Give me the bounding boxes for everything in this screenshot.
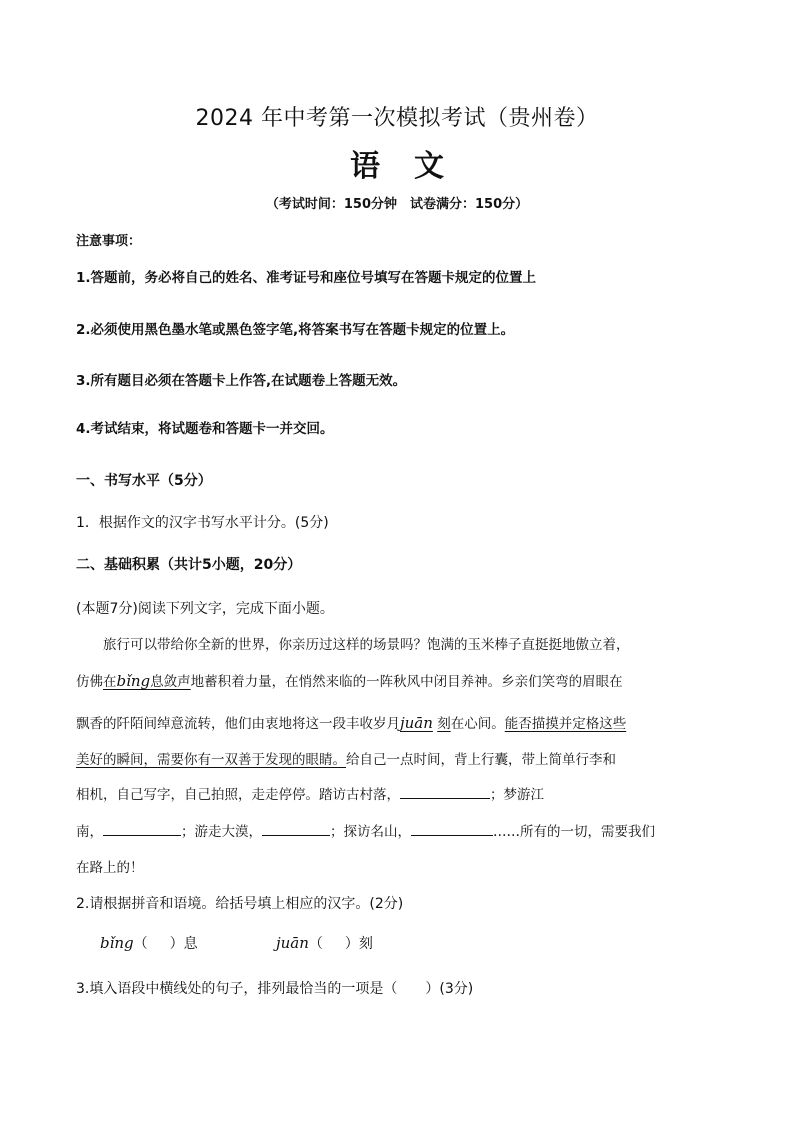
exam-info: （考试时间：150分钟 试卷满分：150分） xyxy=(265,197,529,212)
notice-item-4: 4.考试结束，将试题卷和答题卡一并交回。 xyxy=(76,421,334,437)
question-2-item-a: bǐng（ ）息 xyxy=(100,934,198,952)
notice-item-1: 1.答题前，务必将自己的姓名、准考证号和座位号填写在答题卡规定的位置上 xyxy=(76,270,537,286)
fill-blank-1 xyxy=(400,784,490,799)
question-2-item-b: juān（ ）刻 xyxy=(276,934,373,952)
passage-line-1: 旅行可以带给你全新的世界，你亲历过这样的场景吗？饱满的玉米棒子直挺挺地傲立着， xyxy=(103,637,630,653)
notice-item-2: 2.必须使用黑色墨水笔或黑色签字笔,将答案书写在答题卡规定的位置上。 xyxy=(76,322,515,338)
subject-title: 语文 xyxy=(350,149,478,184)
fill-blank-3 xyxy=(262,821,330,836)
passage-line-4: 美好的瞬间，需要你有一双善于发现的眼睛。给自己一点时间，背上行囊，带上简单行李和 xyxy=(76,752,616,768)
passage-line-6: 南， ；游走大漠， ；探访名山， ……所有的一切，需要我们 xyxy=(76,820,655,840)
question-1: 1．根据作文的汉字书写水平计分。(5分) xyxy=(76,515,329,531)
passage-line-5: 相机，自己写字，自己拍照，走走停停。踏访古村落， ；梦游江 xyxy=(76,783,544,803)
exam-title: 2024 年中考第一次模拟考试（贵州卷） xyxy=(195,106,599,131)
passage-line-3: 飘香的阡陌间绰意流转，他们由衷地将这一段丰收岁月juān 刻在心间。能否描摸并定格这些 xyxy=(76,714,627,732)
question-3: 3.填入语段中横线处的句子，排列最恰当的一项是（ ）(3分) xyxy=(76,981,474,997)
pinyin-bing: bǐng xyxy=(116,672,151,690)
fill-blank-4 xyxy=(411,821,493,836)
passage-line-2: 仿佛在bǐng息敛声地蓄积着力量，在悄然来临的一阵秋风中闭目养神。乡亲们笑弯的眉眼在 xyxy=(76,672,623,690)
passage-line-7: 在路上的！ xyxy=(76,860,144,876)
notice-heading: 注意事项： xyxy=(76,234,142,249)
section-1-heading: 一、书写水平（5分） xyxy=(76,473,212,489)
question-2: 2.请根据拼音和语境。给括号填上相应的汉字。(2分) xyxy=(76,896,404,912)
section-2-heading: 二、基础积累（共计5小题，20分） xyxy=(76,557,302,573)
reading-intro: (本题7分)阅读下列文字，完成下面小题。 xyxy=(76,601,334,617)
fill-blank-2 xyxy=(103,821,181,836)
pinyin-juan: juān xyxy=(400,714,433,732)
notice-item-3: 3.所有题目必须在答题卡上作答,在试题卷上答题无效。 xyxy=(76,373,407,389)
